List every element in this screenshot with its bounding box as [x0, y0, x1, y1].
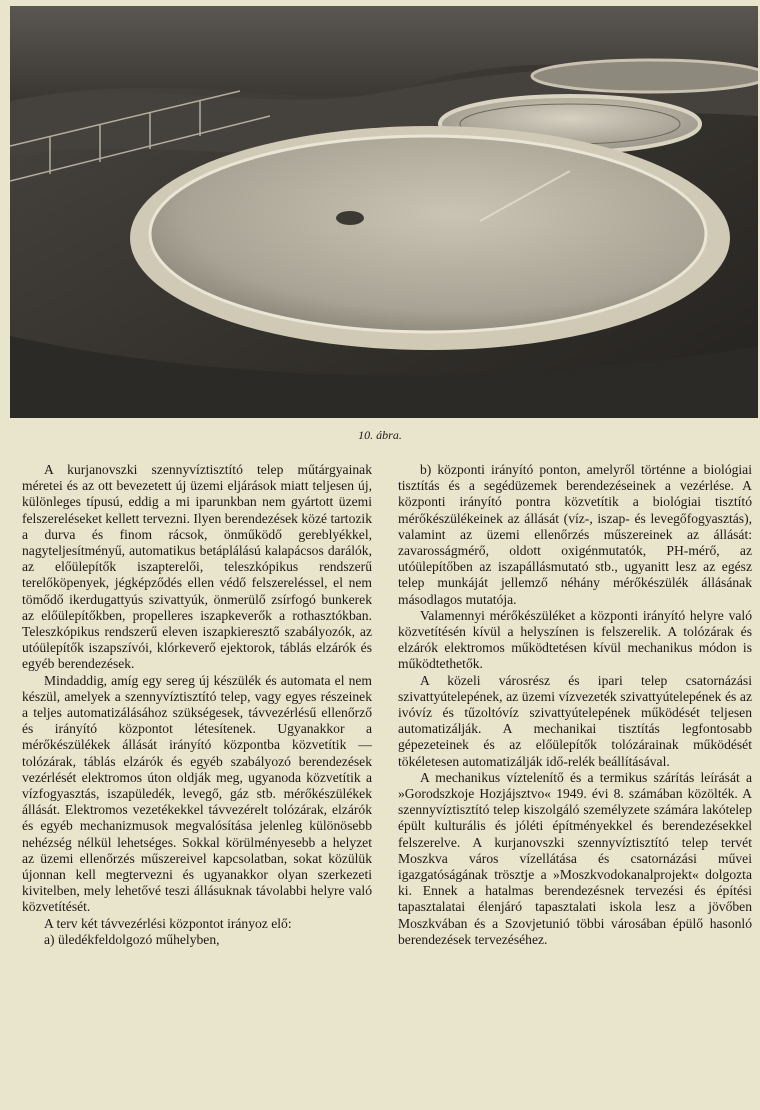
paragraph: A terv két távvezérlési központot irányoz elő: [44, 915, 292, 931]
list-item: b) központi irányító ponton, amelyről történne a biológiai tisztítás és a segédüzemek berendezéseinek a vezérlése. A központi irányító pontra közvetítik a biológiai tisztító mérőkészülékeinek az állását (víz-, iszap- és levegőfogyasztás), valamint az üzemi ellenőrzés műszereinek az állását: zavarosságmérő, oldott oxigénmutatók, PH-mérő, az utóülepítőben az iszapállásmutató stb., ugyanitt lesz az egész telep munkáját jellemző néhány mérőkészülék állásának másodlagos mutatója. [398, 462, 752, 607]
list-item: a) üledékfeldolgozó műhelyben, [44, 931, 220, 947]
figure-photo [10, 6, 758, 418]
right-column [398, 462, 752, 948]
paragraph: Mindaddig, amíg egy sereg új készülék és automata el nem készül, amelyek a szennyvíztisztító telep, vagy egyes részeinek a teljes automatizálásához szükségesek, távvezérlésű ellenőrző és irányító központot létesítenek. Ugyanakkor a mérőkészülékek állását irányító központba közvetítik — tolózárak, táblás elzárók és egyéb szabályozó berendezések vezérlését elektromos úton oldják meg, ugyanoda közvetítik a vízfogyasztás, iszapüledék, levegő, gáz stb. mérőkészülékek állását. Elektromos vezetékekkel távvezérelt tolózárak, elzárók és egyéb mechanizmusok megvalósítása jelenleg különösebb nehézség nélkül lehetséges. Sokkal körülményesebb a helyzet az üzemi ellenőrzés műszereivel kapcsolatban, sokat közülük újonnan kell megtervezni és ugyanakkor olyan szerkezeti kivitelben, mely lehetővé teszi állásuknak távolabbi helyre való közvetítését. [22, 672, 372, 915]
paragraph: A kurjanovszki szennyvíztisztító telep műtárgyainak méretei és az ott bevezetett új üzemi eljárások miatt teljesen új, különleges típusú, eddig a mi iparunkban nem gyártott üzemi felszereléseket kellett tervezni. Ilyen berendezések közé tartozik a durva és finom rácsok, önműködő gereblyékkel, nagyteljesítményű, automatikus betáplálású kalapácsos darálók, az előülepítők iszapterelői, teleszkópikus rendszerű terelőköpenyek, jégképződés ellen védő felszereléssel, el nem tömődő ikerdugattyús szivattyúk, önmerülő zsírfogó bunkerek az előülepítőkben, propelleres iszapkeverők a rothasztókban. Teleszkópikus rendszerű eleven iszapkieresztő szabályozók, az utóülepítők iszapszívói, klórkeverő ejektorok, táblás elzárók és egyéb berendezések. [22, 462, 372, 672]
sedimentation-tanks-photo [10, 6, 758, 418]
figure-caption: 10. ábra. [358, 428, 402, 442]
paragraph: A mechanikus víztelenítő és a termikus szárítás leírását a »Gorodszkoje Hozjájsztvo« 1949. évi 8. számában közölték. A szennyvíztisztító telep kiszolgáló személyzete számára lakótelep épült kulturális és jóléti építményekkel és berendezésekkel felszerelve. A kurjanovszki szennyvíztisztító telep tervét Moszkva város vízellátása és csatornázási művei igazgatóságának trösztje a »Moszkvodokanalprojekt« dolgozta ki. Ennek a hatalmas berendezésnek tervezési és építési tapasztalatai élenjáró tapasztalati iskola lesz a jövőben Moszkvában és a Szovjetunió többi városában épülő hasonló berendezések tervezéséhez. [398, 769, 752, 947]
paragraph: A közeli városrész és ipari telep csatornázási szivattyútelepének, az üzemi vízvezeték szivattyútelepének és az ivóvíz és tűzoltóvíz szivattyútelepének működését teljesen automatizálják. A mechanikai tisztítás legfontosabb gépezeteinek és az előülepítők tolózárainak működését tökéletesen automatizálják idő-relék beállításával. [398, 672, 752, 769]
left-column [22, 462, 372, 948]
paragraph: Valamennyi mérőkészüléket a központi irányító helyre való közvetítésén kívül a helyszínen is felszerelik. A tolózárak és elzárók elektromos működtetésen kívül mechanikus módon is működtethetők. [398, 607, 752, 672]
